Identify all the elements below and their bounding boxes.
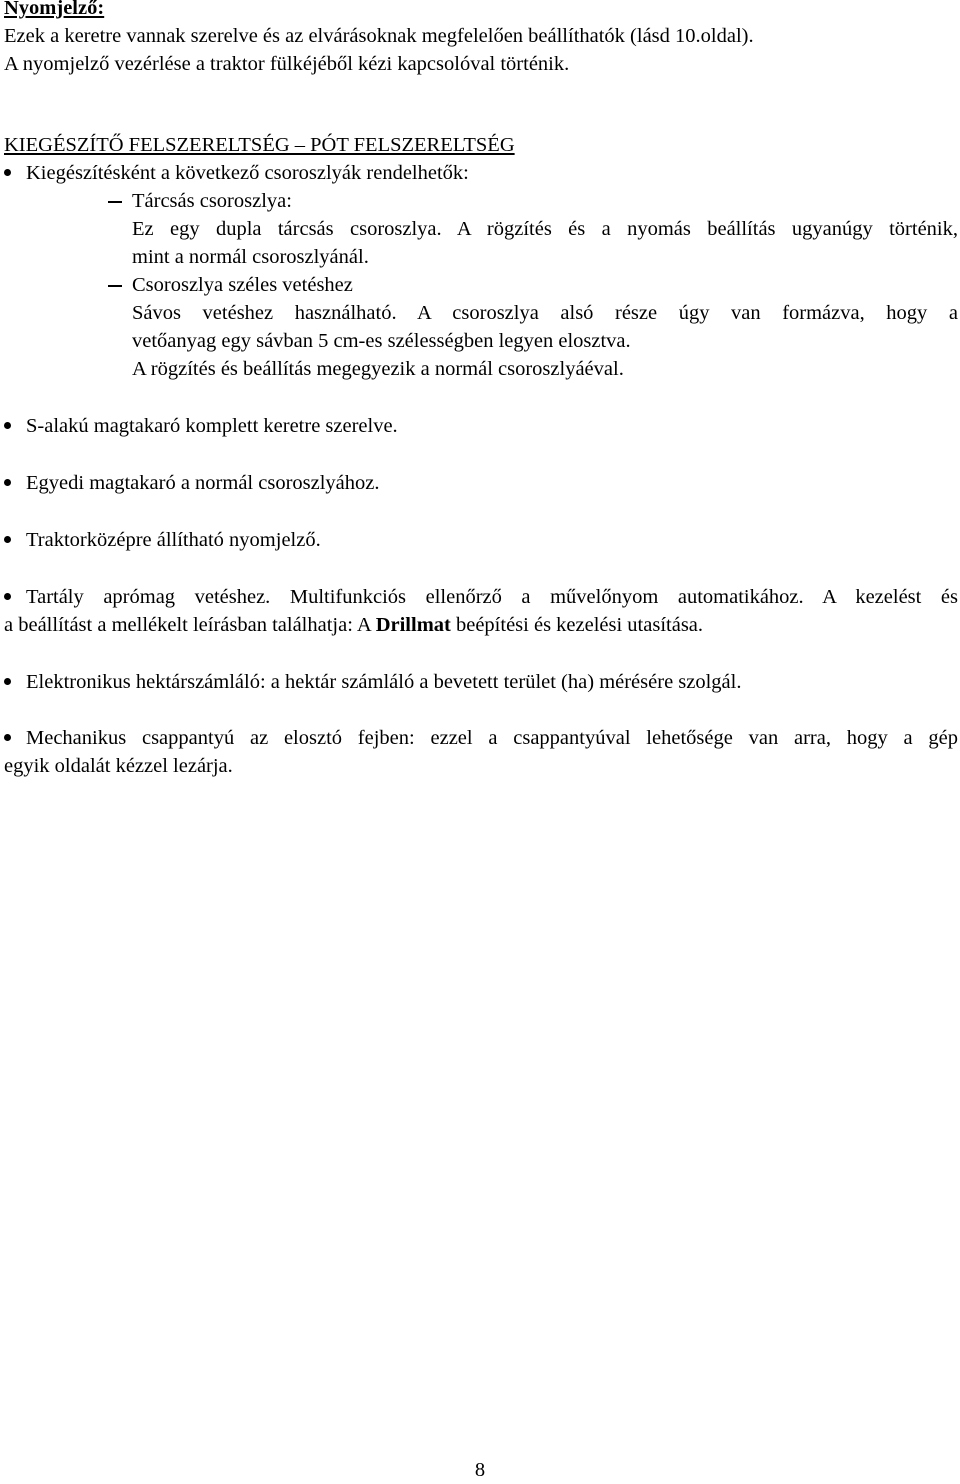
list-item-traktorkozepre	[4, 526, 958, 554]
nyomjelzo-line-2: A nyomjelző vezérlése a traktor fülkéjéből kézi kapcsolóval történik.	[4, 53, 570, 75]
list-item-kiegeszites-intro	[4, 159, 958, 187]
s-alaku-text: S-alakú magtakaró komplett keretre szerelve.	[26, 415, 398, 437]
page-number: 8	[474, 1459, 486, 1481]
mechanikus-line-1: Mechanikus csappantyú az elosztó fejben: ezzel a csappantyúval lehetősége van arra, hogy a gép	[26, 727, 958, 749]
list-item-elektronikus	[4, 668, 958, 696]
bullet-icon	[4, 422, 11, 429]
bullet-icon	[4, 678, 11, 685]
bullet-icon	[4, 734, 11, 741]
bullet-icon	[4, 479, 11, 486]
dash-icon	[108, 201, 122, 203]
szeles-title: Csoroszlya széles vetéshez	[132, 274, 353, 296]
list-item-tartaly	[4, 583, 958, 639]
nyomjelzo-section	[4, 0, 958, 78]
szeles-line-3: A rögzítés és beállítás megegyezik a normál csoroszlyáéval.	[132, 358, 624, 380]
tarcsas-line-2: mint a normál csoroszlyánál.	[132, 246, 369, 268]
szeles-line-1: Sávos vetéshez használható. A csoroszlya alsó része úgy van formázva, hogy a	[132, 302, 958, 324]
list-item-mechanikus	[4, 724, 958, 780]
mechanikus-line-2: egyik oldalát kézzel lezárja.	[4, 755, 233, 777]
szeles-description	[4, 299, 958, 383]
szeles-line-2: vetőanyag egy sávban 5 cm-es szélességben legyen elosztva.	[132, 330, 631, 352]
bullet-icon	[4, 593, 11, 600]
tartaly-line-2-post: beépítési és kezelési utasítása.	[450, 614, 704, 636]
bullet-icon	[4, 169, 11, 176]
traktorkozepre-text: Traktorközépre állítható nyomjelző.	[26, 529, 321, 551]
elektronikus-text: Elektronikus hektárszámláló: a hektár számláló a bevetett terület (ha) mérésére szolgál.	[26, 671, 742, 693]
bullet-icon	[4, 536, 11, 543]
tartaly-line-1: Tartály aprómag vetéshez. Multifunkciós ellenőrző a művelőnyom automatikához. A kezelést és	[26, 586, 958, 608]
dash-icon	[108, 285, 122, 287]
sublist-item-tarcsas	[4, 187, 958, 215]
list-item-egyedi	[4, 469, 958, 497]
list-item-s-alaku	[4, 412, 958, 440]
tarcsas-line-1: Ez egy dupla tárcsás csoroszlya. A rögzítés és a nyomás beállítás ugyanúgy történik,	[132, 218, 958, 240]
tarcsas-title: Tárcsás csoroszlya:	[132, 190, 292, 212]
tarcsas-description	[4, 215, 958, 271]
sublist-item-szeles	[4, 271, 958, 299]
tartaly-line-2	[4, 611, 958, 639]
egyedi-text: Egyedi magtakaró a normál csoroszlyához.	[26, 472, 380, 494]
tartaly-line-2-pre: a beállítást a mellékelt leírásban találhatja: A	[4, 614, 376, 636]
drillmat-term: Drillmat	[375, 614, 451, 636]
nyomjelzo-line-1: Ezek a keretre vannak szerelve és az elvárásoknak megfelelően beállíthatók (lásd 10.oldal).	[4, 25, 754, 47]
kiegeszito-heading: KIEGÉSZÍTŐ FELSZERELTSÉG – PÓT FELSZERELTSÉG	[4, 134, 515, 156]
kiegeszito-section	[4, 131, 958, 383]
nyomjelzo-heading: Nyomjelző:	[4, 0, 105, 19]
kiegeszites-intro-text: Kiegészítésként a következő csoroszlyák rendelhetők:	[26, 162, 469, 184]
